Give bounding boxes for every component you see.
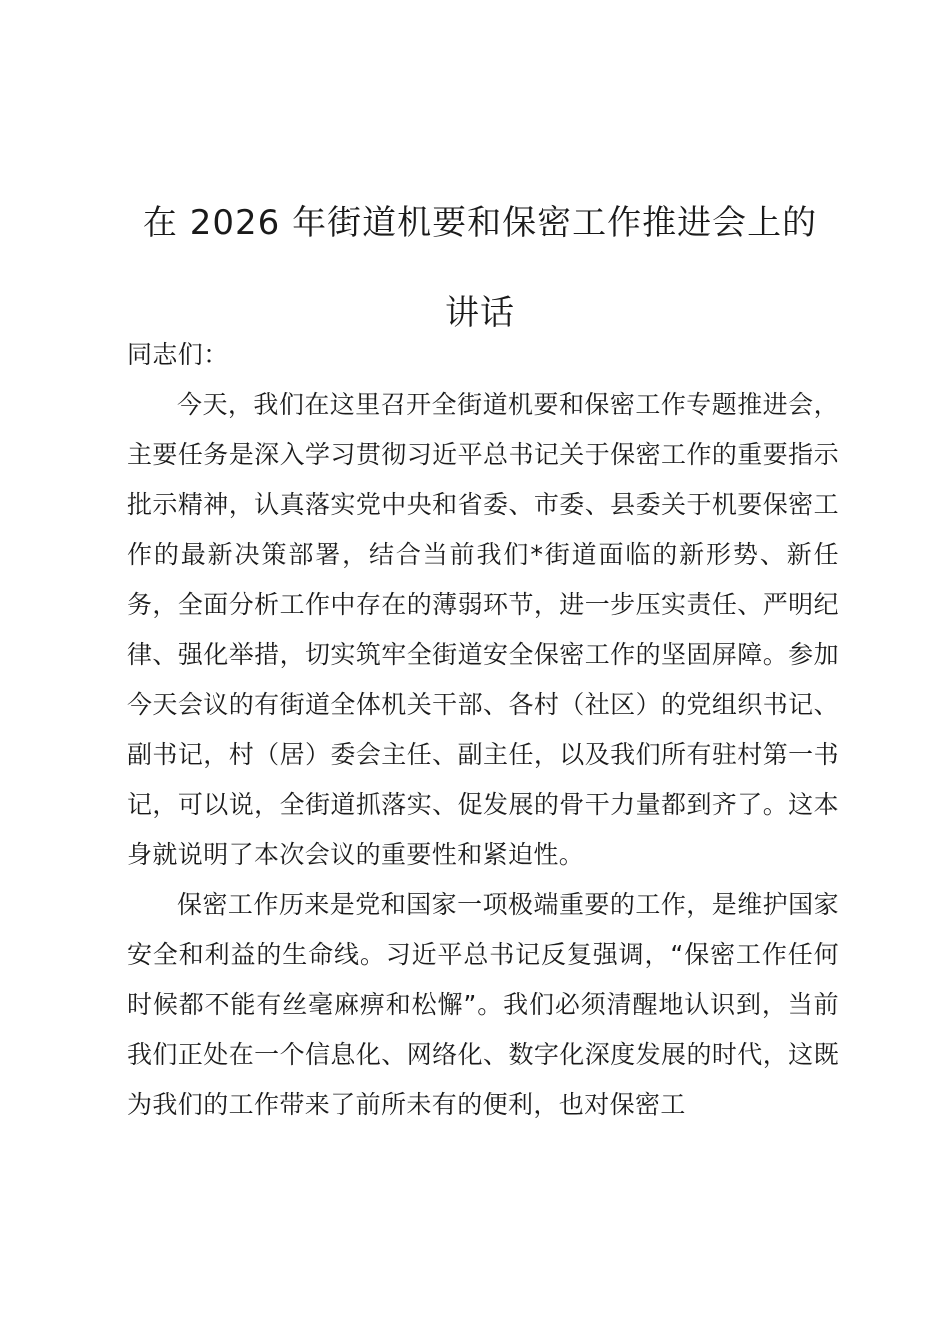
paragraph: 保密工作历来是党和国家一项极端重要的工作，是维护国家安全和利益的生命线。习近平总书记反复强调，“保密工作任何时候都不能有丝毫麻痹和松懈”。我们必须清醒地认识到，当前我们正处在一个信息化、网络化、数字化深度发展的时代，这既为我们的工作带来了前所未有的便利，也对保密工 [127,890,839,1119]
paragraph: 今天，我们在这里召开全街道机要和保密工作专题推进会，主要任务是深入学习贯彻习近平总书记关于保密工作的重要指示批示精神，认真落实党中央和省委、市委、县委关于机要保密工作的最新决策部署，结合当前我们*街道面临的新形势、新任务，全面分析工作中存在的薄弱环节，进一步压实责任、严明纪律、强化举措，切实筑牢全街道安全保密工作的坚固屏障。参加今天会议的有街道全体机关干部、各村（社区）的党组织书记、副书记，村（居）委会主任、副主任，以及我们所有驻村第一书记，可以说，全街道抓落实、促发展的骨干力量都到齐了。这本身就说明了本次会议的重要性和紧迫性。 [127,390,839,869]
title-line-2: 讲话 [445,293,515,333]
document-body [127,330,839,1130]
salutation: 同志们： [127,340,229,369]
title-line-1: 在 2026 年街道机要和保密工作推进会上的 [142,203,818,243]
